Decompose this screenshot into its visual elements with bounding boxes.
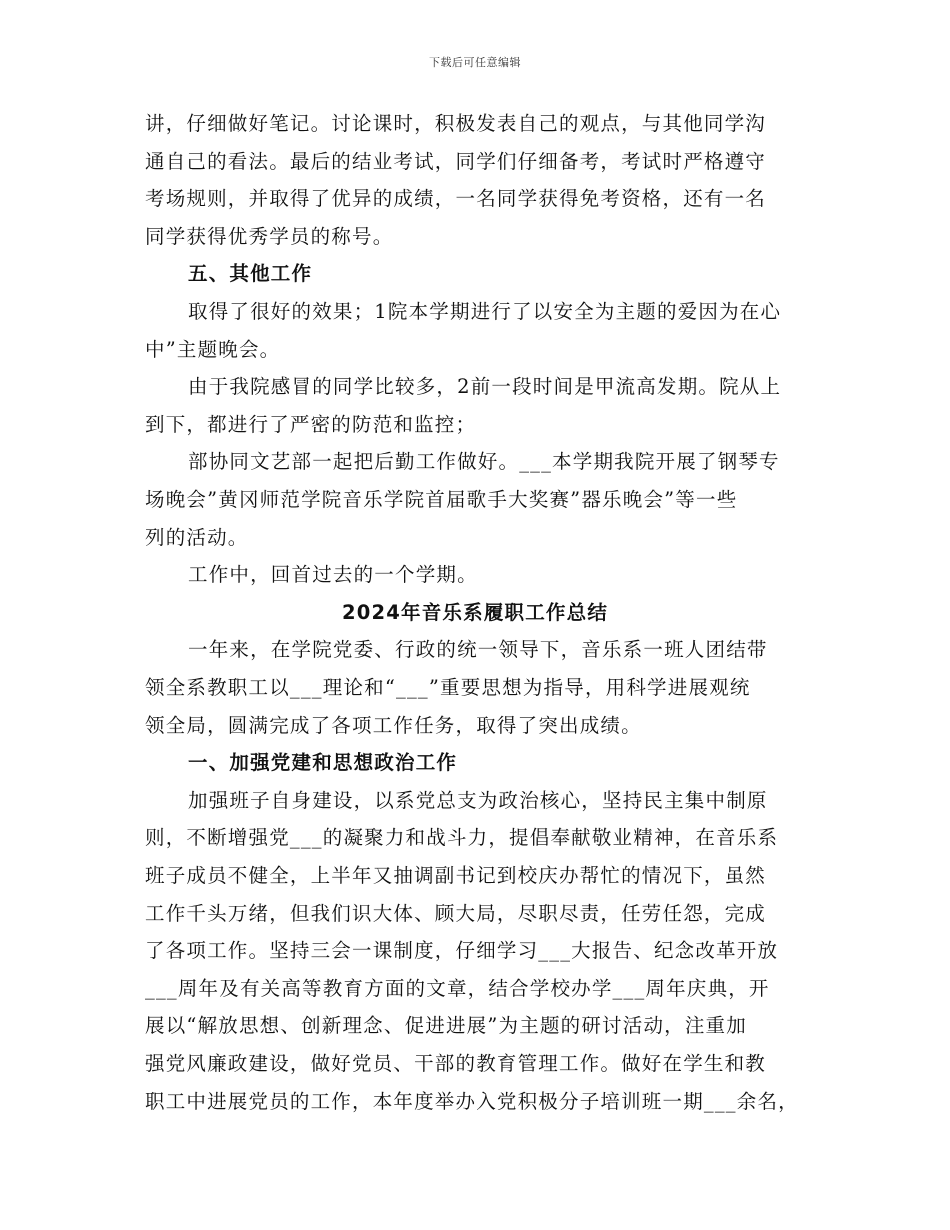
text-line [145, 668, 828, 708]
line-text: 场晚会”黄冈师范学院音乐学院首届歌手大奖赛”器乐晚会”等一些 [145, 488, 738, 511]
line-text: 取得了很好的效果；1院本学期进行了以安全为主题的爱因为在心 [188, 300, 782, 323]
line-text: 2024年音乐系履职工作总结 [341, 600, 609, 624]
text-line [145, 706, 828, 746]
text-line [145, 480, 828, 520]
text-line [145, 217, 828, 257]
text-line [145, 405, 828, 445]
line-text: 五、其他工作 [188, 262, 313, 286]
text-line [145, 894, 828, 934]
line-text: 领全系教职工以___理论和“___”重要思想为指导，用科学进展观统 [145, 676, 751, 699]
text-line [188, 555, 828, 595]
text-line [145, 931, 828, 971]
text-line [188, 781, 828, 821]
section-heading [188, 743, 828, 783]
text-line [188, 292, 828, 332]
text-line [188, 630, 828, 670]
line-text: 领全局，圆满完成了各项工作任务，取得了突出成绩。 [145, 713, 642, 737]
text-line [145, 1044, 828, 1084]
text-line [145, 1006, 828, 1046]
line-text: 讲，仔细做好笔记。讨论课时，积极发表自己的观点，与其他同学沟 [145, 112, 767, 135]
text-line [145, 518, 828, 558]
line-text: 同学获得优秀学员的称号。 [145, 224, 394, 248]
line-text: 部协同文艺部一起把后勤工作做好。___本学期我院开展了钢琴专 [188, 450, 780, 474]
text-line [145, 104, 828, 144]
line-text: 班子成员不健全，上半年又抽调副书记到校庆办帮忙的情况下，虽然 [145, 864, 767, 887]
line-text: 列的活动。 [145, 525, 249, 549]
line-text: 则，不断增强党___的凝聚力和战斗力，提倡奉献敬业精神，在音乐系 [145, 826, 779, 850]
line-text: 考场规则，并取得了优异的成绩，一名同学获得免考资格，还有一名 [145, 187, 767, 211]
line-text: 中”主题晚会。 [145, 337, 281, 361]
line-text: 强党风廉政建设，做好党员、干部的教育管理工作。做好在学生和教 [145, 1052, 767, 1075]
line-text: 通自己的看法。最后的结业考试，同学们仔细备考，考试时严格遵守 [145, 149, 767, 173]
line-text: ___周年及有关高等教育方面的文章，结合学校办学___周年庆典，开 [145, 976, 770, 1000]
text-line [188, 442, 828, 482]
text-line [145, 818, 828, 858]
page-header: 下载后可任意编辑 [429, 56, 521, 69]
text-line [145, 330, 828, 370]
line-text: 工作千头万绪，但我们识大体、顾大局，尽职尽责，任劳任怨，完成 [145, 901, 767, 925]
line-text: 加强班子自身建设，以系党总支为政治核心，坚持民主集中制原 [188, 788, 768, 812]
text-line [188, 367, 828, 407]
line-text: 了各项工作。坚持三会一课制度，仔细学习___大报告、纪念改革开放 [145, 939, 779, 963]
section-heading [188, 254, 828, 294]
section-heading [0, 593, 950, 633]
line-text: 到下，都进行了严密的防范和监控； [145, 412, 477, 436]
line-text: 由于我院感冒的同学比较多，2前一段时间是甲流高发期。院从上 [188, 375, 782, 399]
text-line [145, 142, 828, 182]
line-text: 工作中，回首过去的一个学期。 [188, 563, 478, 587]
line-text: 一年来，在学院党委、行政的统一领导下，音乐系一班人团结带 [188, 638, 768, 662]
line-text: 一、加强党建和思想政治工作 [188, 751, 458, 775]
line-text: 职工中进展党员的工作，本年度举办入党积极分子培训班一期___余名， [145, 1089, 799, 1113]
text-line [145, 1082, 828, 1122]
line-text: 展以“解放思想、创新理念、促进进展”为主题的研讨活动，注重加 [145, 1014, 747, 1038]
text-line [145, 969, 828, 1009]
text-line [145, 856, 828, 896]
text-line [145, 179, 828, 219]
